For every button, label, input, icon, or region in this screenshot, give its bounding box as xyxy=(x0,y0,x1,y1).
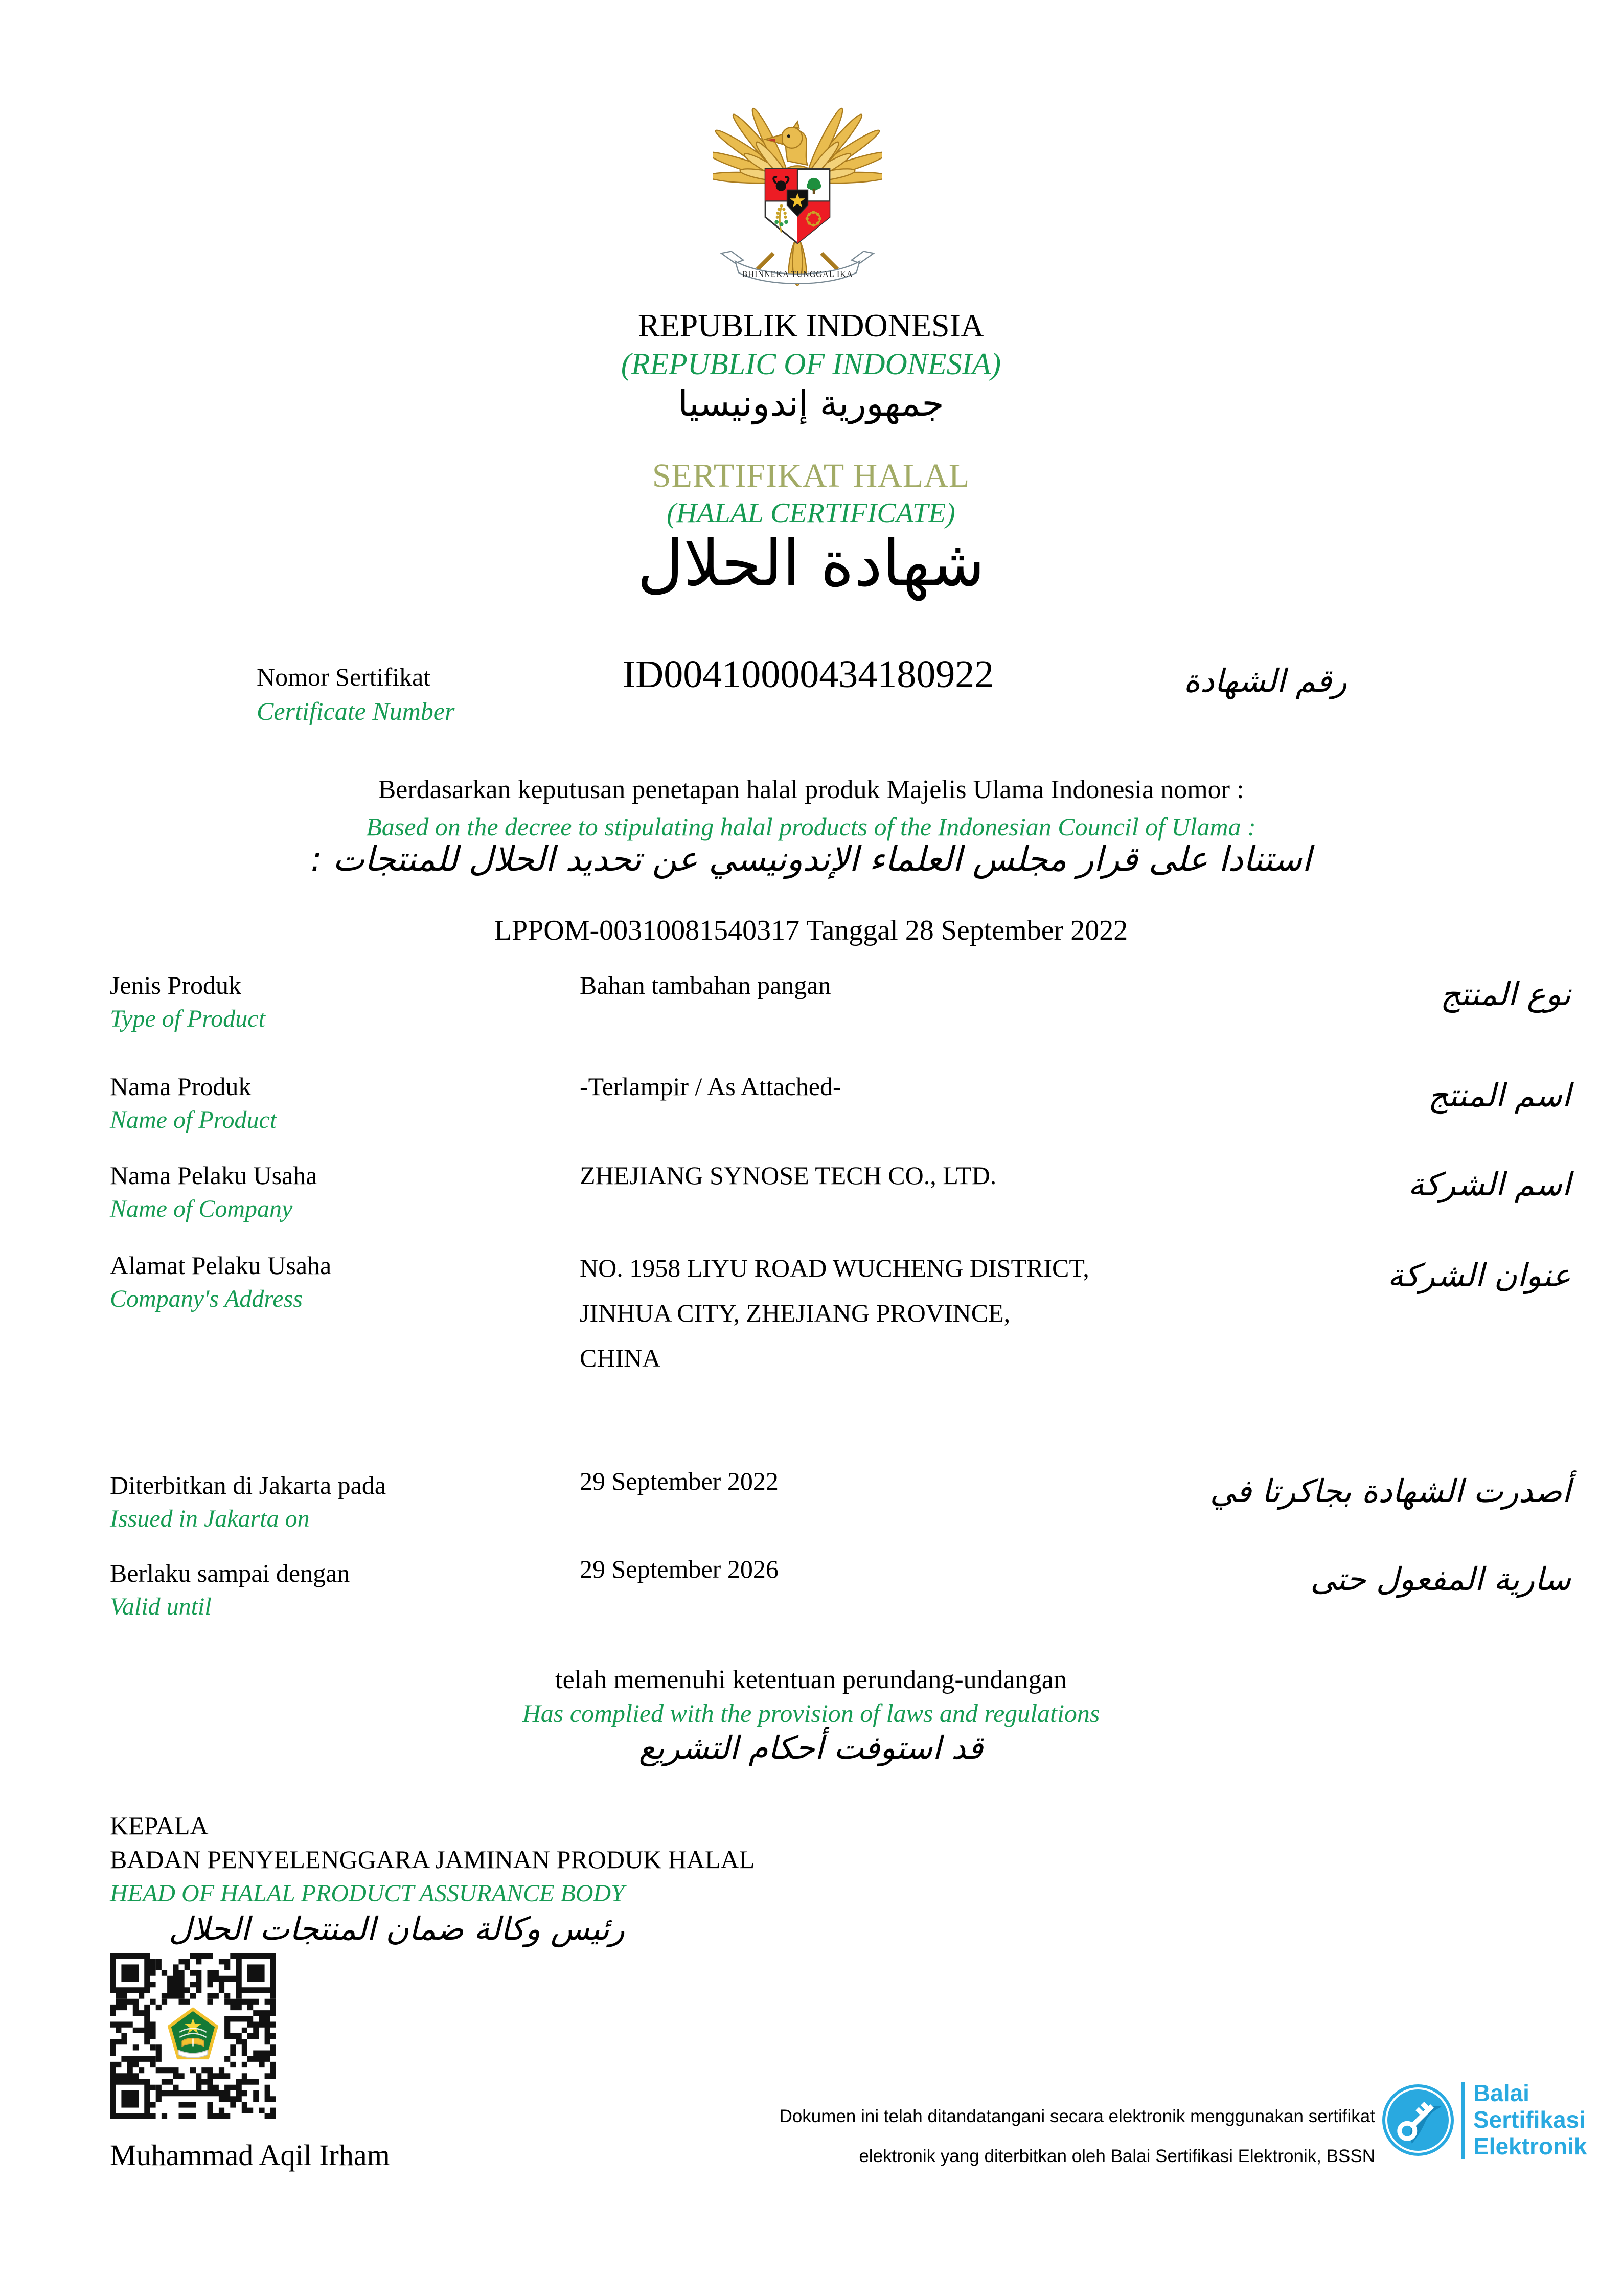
field-label-id: Berlaku sampai dengan xyxy=(110,1559,350,1587)
signatory-title-line2: BADAN PENYELENGGARA JAMINAN PRODUK HALAL xyxy=(110,1845,755,1874)
field-label-ar: أصدرت الشهادة بجاكرتا في xyxy=(1209,1472,1571,1510)
qr-code xyxy=(110,1953,276,2119)
field-label-en: Company's Address xyxy=(110,1285,303,1312)
field-label-id: Diterbitkan di Jakarta pada xyxy=(110,1471,386,1499)
bse-logo-divider xyxy=(1461,2082,1465,2159)
decree-line-id: Berdasarkan keputusan penetapan halal produk Majelis Ulama Indonesia nomor : xyxy=(378,775,1244,804)
signatory-title-ar: رئيس وكالة ضمان المنتجات الحلال xyxy=(169,1910,625,1947)
signatory-name: Muhammad Aqil Irham xyxy=(110,2139,390,2172)
certificate-title-id: SERTIFIKAT HALAL xyxy=(652,457,970,494)
disclaimer-line1: Dokumen ini telah ditandatangani secara elektronik menggunakan sertifikat xyxy=(779,2106,1375,2126)
compliance-line-en: Has complied with the provision of laws and regulations xyxy=(522,1699,1100,1727)
country-name-en: (REPUBLIC OF INDONESIA) xyxy=(621,347,1001,381)
field-label-id: Jenis Produk xyxy=(110,971,241,999)
field-label-ar: سارية المفعول حتى xyxy=(1310,1560,1571,1598)
decree-line-ar: استنادا على قرار مجلس العلماء الإندونيسي عن تحديد الحلال للمنتجات : xyxy=(310,839,1312,879)
decree-number-line: LPPOM-00310081540317 Tanggal 28 September 2022 xyxy=(494,915,1128,946)
address-line: JINHUA CITY, ZHEJIANG PROVINCE, xyxy=(580,1299,1011,1327)
garuda-pancasila-emblem xyxy=(713,81,882,290)
signatory-title-en: HEAD OF HALAL PRODUCT ASSURANCE BODY xyxy=(110,1880,625,1907)
field-value: Bahan tambahan pangan xyxy=(580,971,831,999)
bse-logo xyxy=(1381,2083,1455,2157)
compliance-line-id: telah memenuhi ketentuan perundang-undangan xyxy=(555,1665,1067,1694)
country-name-id: REPUBLIK INDONESIA xyxy=(637,307,985,344)
certificate-title-ar: شهادة الحلال xyxy=(637,527,985,601)
certificate-number-label-id: Nomor Sertifikat xyxy=(257,663,431,691)
field-value: 29 September 2026 xyxy=(580,1555,779,1583)
address-line: CHINA xyxy=(580,1344,661,1372)
signatory-title-line1: KEPALA xyxy=(110,1811,209,1840)
field-value: 29 September 2022 xyxy=(580,1467,779,1495)
address-line: NO. 1958 LIYU ROAD WUCHENG DISTRICT, xyxy=(580,1254,1089,1282)
disclaimer-line2: elektronik yang diterbitkan oleh Balai Sertifikasi Elektronik, BSSN xyxy=(859,2146,1375,2166)
field-value xyxy=(580,1245,1089,1380)
field-label-ar: اسم الشركة xyxy=(1408,1166,1571,1203)
field-label-id: Nama Pelaku Usaha xyxy=(110,1161,317,1190)
field-label-ar: اسم المنتج xyxy=(1428,1077,1571,1114)
certificate-number-value: ID00410000434180922 xyxy=(623,653,994,696)
field-label-ar: عنوان الشركة xyxy=(1387,1257,1571,1294)
field-label-ar: نوع المنتج xyxy=(1440,975,1571,1013)
field-value: -Terlampir / As Attached- xyxy=(580,1072,841,1101)
emblem-motto-text: BHINNEKA TUNGGAL IKA xyxy=(742,269,853,279)
certificate-title-en: (HALAL CERTIFICATE) xyxy=(667,497,955,529)
field-label-en: Valid until xyxy=(110,1593,212,1620)
compliance-line-ar: قد استوفت أحكام التشريع xyxy=(638,1729,984,1766)
field-label-en: Issued in Jakarta on xyxy=(110,1505,310,1532)
country-name-ar: جمهورية إندونيسيا xyxy=(678,382,944,424)
decree-line-en: Based on the decree to stipulating halal products of the Indonesian Council of Ulama : xyxy=(366,812,1256,841)
field-label-en: Type of Product xyxy=(110,1005,265,1032)
field-label-en: Name of Product xyxy=(110,1106,277,1133)
bse-logo-text xyxy=(1473,2080,1587,2159)
certificate-number-label-ar: رقم الشهادة xyxy=(1183,662,1347,699)
field-label-en: Name of Company xyxy=(110,1195,293,1222)
field-value: ZHEJIANG SYNOSE TECH CO., LTD. xyxy=(580,1161,997,1190)
field-label-id: Alamat Pelaku Usaha xyxy=(110,1251,332,1280)
certificate-number-label-en: Certificate Number xyxy=(257,697,455,725)
bse-logo-line: Balai xyxy=(1473,2080,1529,2106)
field-label-id: Nama Produk xyxy=(110,1072,252,1101)
bse-logo-line: Sertifikasi xyxy=(1473,2106,1586,2133)
kemenag-logo xyxy=(164,2004,222,2068)
bse-logo-line: Elektronik xyxy=(1473,2133,1587,2159)
